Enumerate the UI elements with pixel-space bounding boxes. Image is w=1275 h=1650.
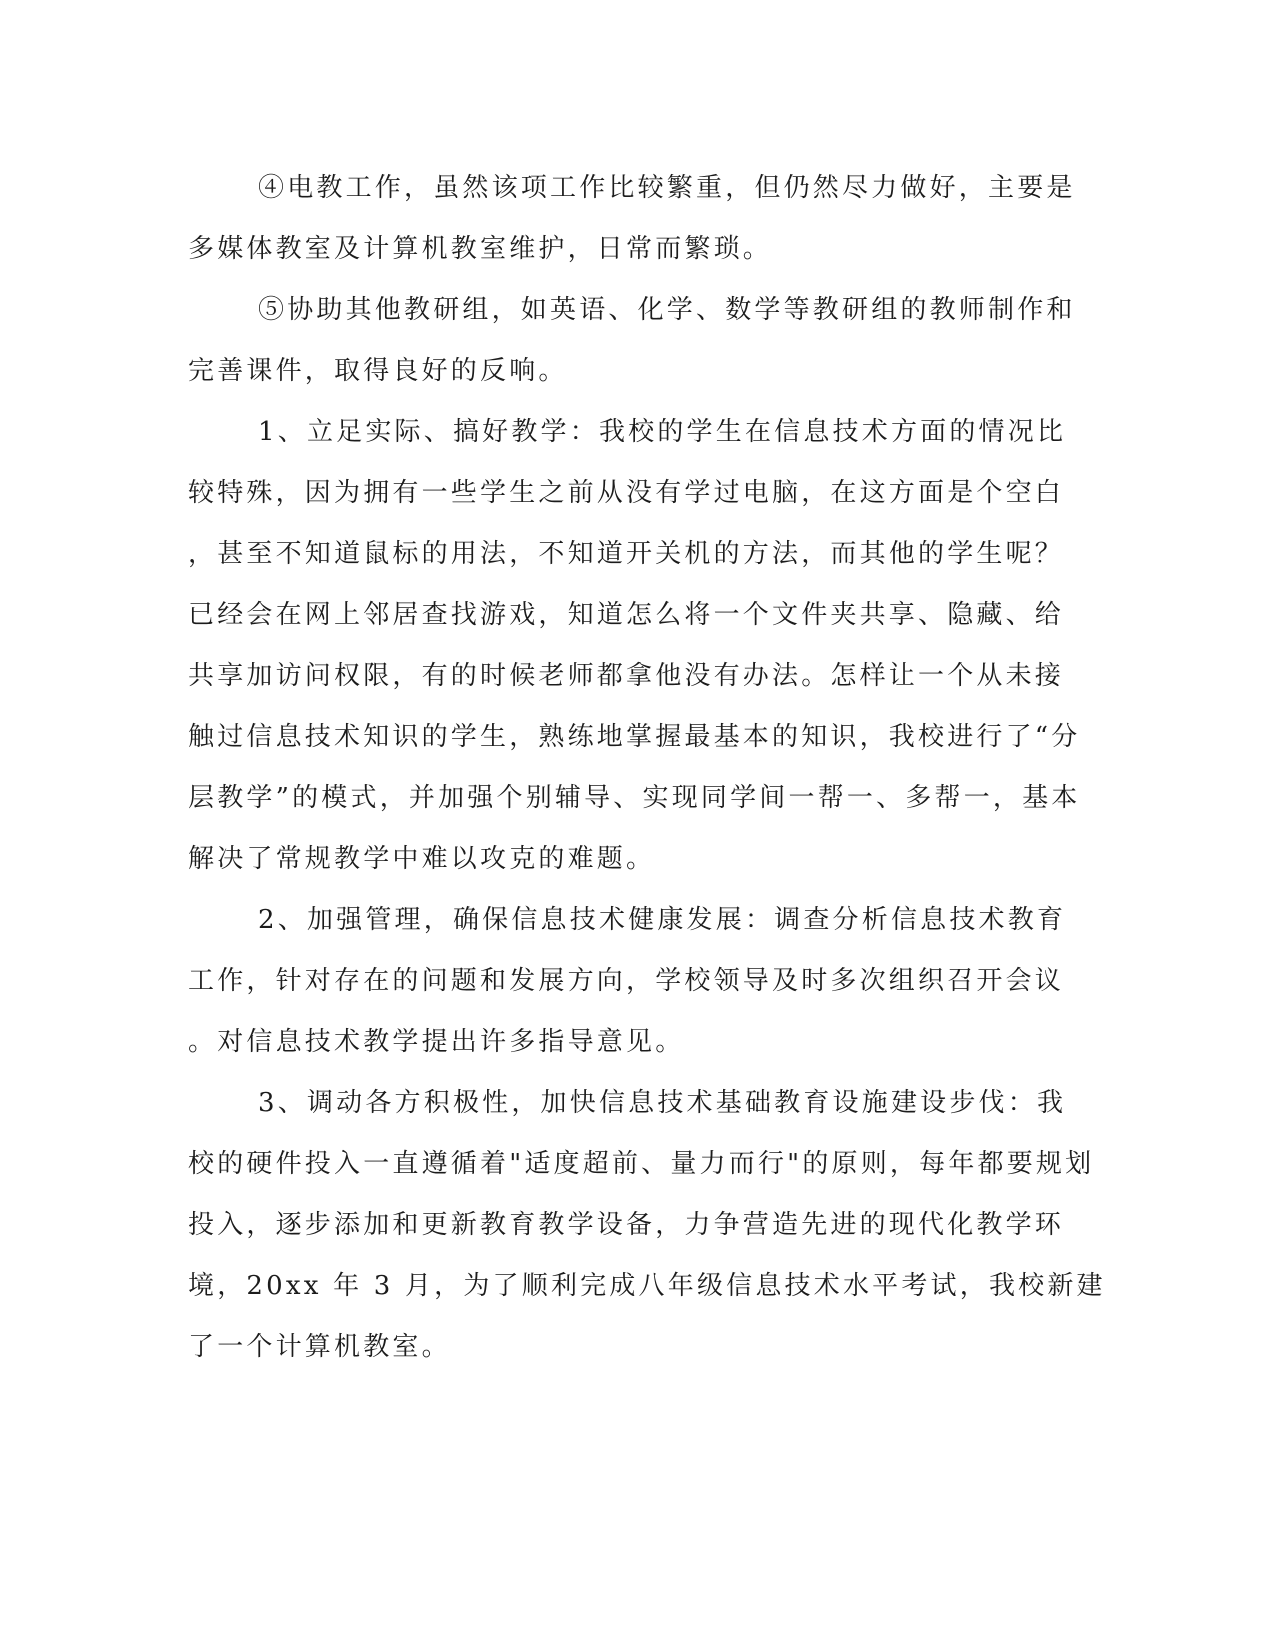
text-line: 校的硬件投入一直遵循着"适度超前、量力而行"的原则，每年都要规划 xyxy=(188,1149,1095,1179)
text-line: ，甚至不知道鼠标的用法，不知道开关机的方法，而其他的学生呢？ xyxy=(188,539,1065,569)
text-line: 解决了常规教学中难以攻克的难题。 xyxy=(188,844,656,874)
text-line: 完善课件，取得良好的反响。 xyxy=(188,356,568,386)
text-line: 。对信息技术教学提出许多指导意见。 xyxy=(188,1027,685,1057)
text-line: 3、调动各方积极性，加快信息技术基础教育设施建设步伐：我 xyxy=(258,1088,1067,1118)
text-line: 境，20xx 年 3 月，为了顺利完成八年级信息技术水平考试，我校新建 xyxy=(188,1271,1106,1301)
text-line: 了一个计算机教室。 xyxy=(188,1332,451,1362)
text-line: 已经会在网上邻居查找游戏，知道怎么将一个文件夹共享、隐藏、给 xyxy=(188,600,1065,630)
text-line: ⑤协助其他教研组，如英语、化学、数学等教研组的教师制作和 xyxy=(258,295,1076,325)
text-line: 1、立足实际、搞好教学：我校的学生在信息技术方面的情况比 xyxy=(258,417,1067,447)
text-line: 共享加访问权限，有的时候老师都拿他没有办法。怎样让一个从未接 xyxy=(188,661,1065,691)
text-line: 较特殊，因为拥有一些学生之前从没有学过电脑，在这方面是个空白 xyxy=(188,478,1065,508)
text-line: 投入，逐步添加和更新教育教学设备，力争营造先进的现代化教学环 xyxy=(188,1210,1065,1240)
text-line: 触过信息技术知识的学生，熟练地掌握最基本的知识，我校进行了“分 xyxy=(188,722,1081,752)
document-body xyxy=(188,158,1106,1378)
text-line: 工作，针对存在的问题和发展方向，学校领导及时多次组织召开会议 xyxy=(188,966,1065,996)
text-line: 层教学”的模式，并加强个别辅导、实现同学间一帮一、多帮一，基本 xyxy=(188,783,1081,813)
text-line: ④电教工作，虽然该项工作比较繁重，但仍然尽力做好，主要是 xyxy=(258,173,1076,203)
text-line: 多媒体教室及计算机教室维护，日常而繁琐。 xyxy=(188,234,773,264)
text-line: 2、加强管理，确保信息技术健康发展：调查分析信息技术教育 xyxy=(258,905,1067,935)
